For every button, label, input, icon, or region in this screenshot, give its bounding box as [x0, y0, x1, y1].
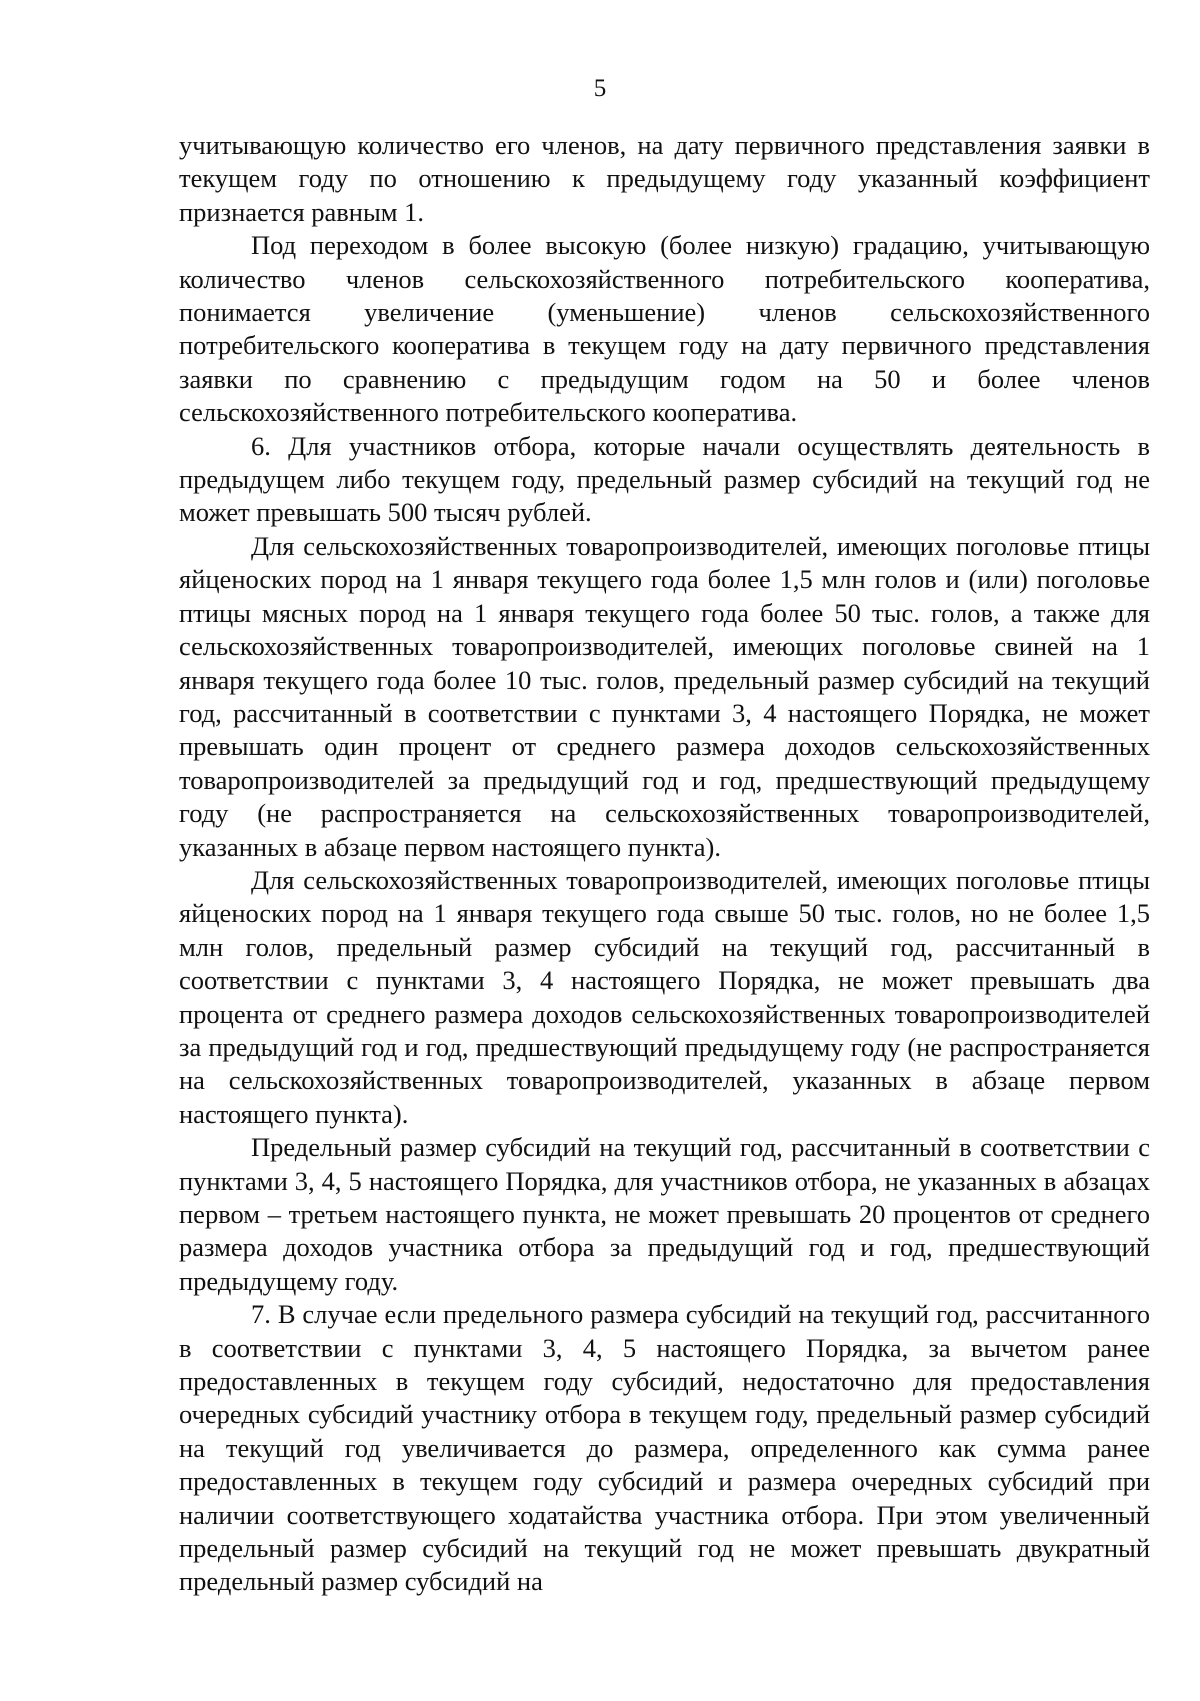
- paragraph-item-6: 6. Для участников отбора, которые начали осуществлять деятельность в предыдущем либо текущем году, предельный размер субсидий на текущий год не может превышать 500 тысяч рублей.: [179, 430, 1150, 528]
- paragraph-item-6-one-percent: Для сельскохозяйственных товаропроизводителей, имеющих поголовье птицы яйценоских пород на 1 января текущего года более 1,5 млн голов и (или) поголовье птицы мясных пород на 1 января текущего года более 50 тыс. голов, а также для сельскохозяйственных товаропроизводителей, имеющих поголовье свиней на 1 января текущего года более 10 тыс. голов, предельный размер субсидий на текущий год, рассчитанный в соответствии с пунктами 3, 4 настоящего Порядка, не может превышать один процент от среднего размера доходов сельскохозяйственных товаропроизводителей за предыдущий год и год, предшествующий предыдущему году (не распространяется на сельскохозяйственных товаропроизводителей, указанных в абзаце первом настоящего пункта).: [179, 530, 1150, 862]
- paragraph-gradation-definition: Под переходом в более высокую (более низкую) градацию, учитывающую количество членов сельскохозяйственного потребительского кооператива, понимается увеличение (уменьшение) членов сельскохозяйственного потребительского кооператива в текущем году на дату первичного представления заявки по сравнению с предыдущим годом на 50 и более членов сельскохозяйственного потребительского кооператива.: [179, 230, 1150, 428]
- document-body: [179, 129, 1150, 1599]
- paragraph-item-7: 7. В случае если предельного размера субсидий на текущий год, рассчитанного в соответствии с пунктами 3, 4, 5 настоящего Порядка, за вычетом ранее предоставленных в текущем году субсидий, недостаточно для предоставления очередных субсидий участнику отбора в текущем году, предельный размер субсидий на текущий год увеличивается до размера, определенного как сумма ранее предоставленных в текущем году субсидий и размера очередных субсидий при наличии соответствующего ходатайства участника отбора. При этом увеличенный предельный размер субсидий на текущий год не может превышать двукратный предельный размер субсидий на: [179, 1299, 1150, 1597]
- page-number: 5: [593, 75, 607, 102]
- paragraph-continuation: учитывающую количество его членов, на дату первичного представления заявки в текущем году по отношению к предыдущему году указанный коэффициент признается равным 1.: [179, 130, 1150, 227]
- paragraph-item-6-two-percent: Для сельскохозяйственных товаропроизводителей, имеющих поголовье птицы яйценоских пород на 1 января текущего года свыше 50 тыс. голов, но не более 1,5 млн голов, предельный размер субсидий на текущий год, рассчитанный в соответствии с пунктами 3, 4 настоящего Порядка, не может превышать два процента от среднего размера доходов сельскохозяйственных товаропроизводителей за предыдущий год и год, предшествующий предыдущему году (не распространяется на сельскохозяйственных товаропроизводителей, указанных в абзаце первом настоящего пункта).: [179, 864, 1150, 1129]
- paragraph-item-6-twenty-percent: Предельный размер субсидий на текущий год, рассчитанный в соответствии с пунктами 3, 4, 5 настоящего Порядка, для участников отбора, не указанных в абзацах первом – третьем настоящего пункта, не может превышать 20 процентов от среднего размера доходов участника отбора за предыдущий год и год, предшествующий предыдущему году.: [179, 1132, 1150, 1296]
